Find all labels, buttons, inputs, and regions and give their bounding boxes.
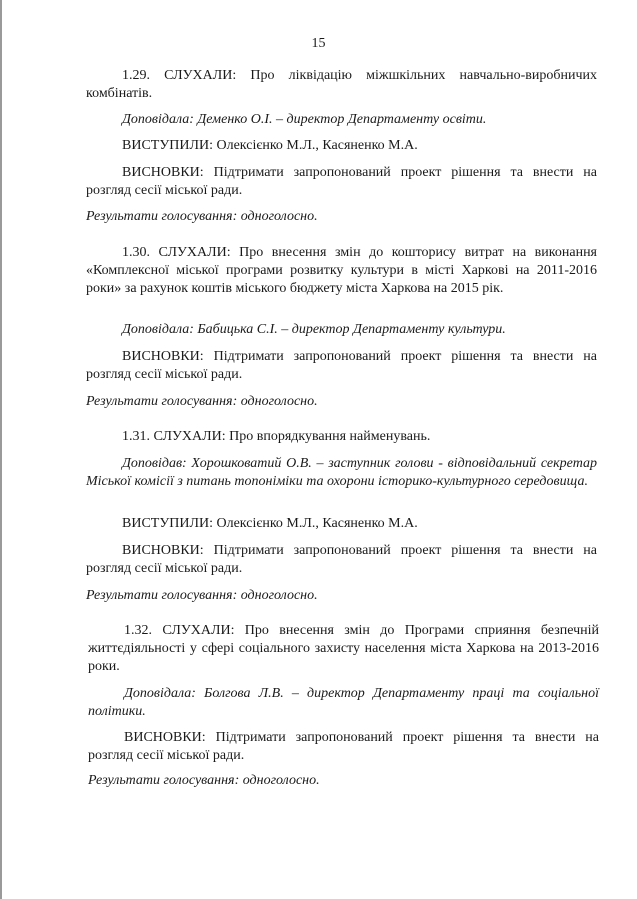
- item-1-29-reporter: Доповідала: Деменко О.І. – директор Департаменту освіти.: [122, 112, 487, 127]
- item-1-31-reporter: Доповідав: Хорошковатий О.В. – заступник голови - відповідальний секретар Міської комісії з питань топоніміки та охорони історико-культурного середовища.: [86, 456, 597, 489]
- item-1-31-heard: 1.31. СЛУХАЛИ: Про впорядкування найменувань.: [122, 429, 431, 444]
- page-number: 15: [311, 36, 326, 51]
- item-1-30-voting: Результати голосування: одноголосно.: [86, 394, 318, 409]
- item-1-29-voting: Результати голосування: одноголосно.: [86, 209, 318, 224]
- item-1-31-conclusions: ВИСНОВКИ: Підтримати запропонований проект рішення та внести на розгляд сесії міської ради.: [86, 543, 597, 576]
- item-1-29-speakers: ВИСТУПИЛИ: Олексієнко М.Л., Касяненко М.А.: [122, 138, 418, 153]
- item-1-31-speakers: ВИСТУПИЛИ: Олексієнко М.Л., Касяненко М.А.: [122, 516, 418, 531]
- item-1-29-conclusions: ВИСНОВКИ: Підтримати запропонований проект рішення та внести на розгляд сесії міської ради.: [86, 165, 597, 198]
- item-1-32-heard: 1.32. СЛУХАЛИ: Про внесення змін до Програми сприяння безпечній життєдіяльності у сфері соціального захисту населення міста Харкова на 2013-2016 роки.: [88, 623, 599, 674]
- item-1-30-conclusions: ВИСНОВКИ: Підтримати запропонований проект рішення та внести на розгляд сесії міської ради.: [86, 349, 597, 382]
- item-1-32-reporter: Доповідала: Болгова Л.В. – директор Департаменту праці та соціальної політики.: [88, 686, 599, 719]
- item-1-30-heard: 1.30. СЛУХАЛИ: Про внесення змін до кошторису витрат на виконання «Комплексної міської програми розвитку культури в місті Харкові на 2011-2016 роки» за рахунок коштів міського бюджету міста Харкова на 2015 рік.: [86, 245, 597, 296]
- item-1-32-voting: Результати голосування: одноголосно.: [88, 773, 320, 788]
- item-1-31-voting: Результати голосування: одноголосно.: [86, 588, 318, 603]
- item-1-29-heard: 1.29. СЛУХАЛИ: Про ліквідацію міжшкільних навчально-виробничих комбінатів.: [86, 68, 597, 101]
- scan-edge: [0, 0, 2, 899]
- item-1-30-reporter: Доповідала: Бабицька С.І. – директор Департаменту культури.: [122, 322, 506, 337]
- item-1-32-conclusions: ВИСНОВКИ: Підтримати запропонований проект рішення та внести на розгляд сесії міської ради.: [88, 730, 599, 763]
